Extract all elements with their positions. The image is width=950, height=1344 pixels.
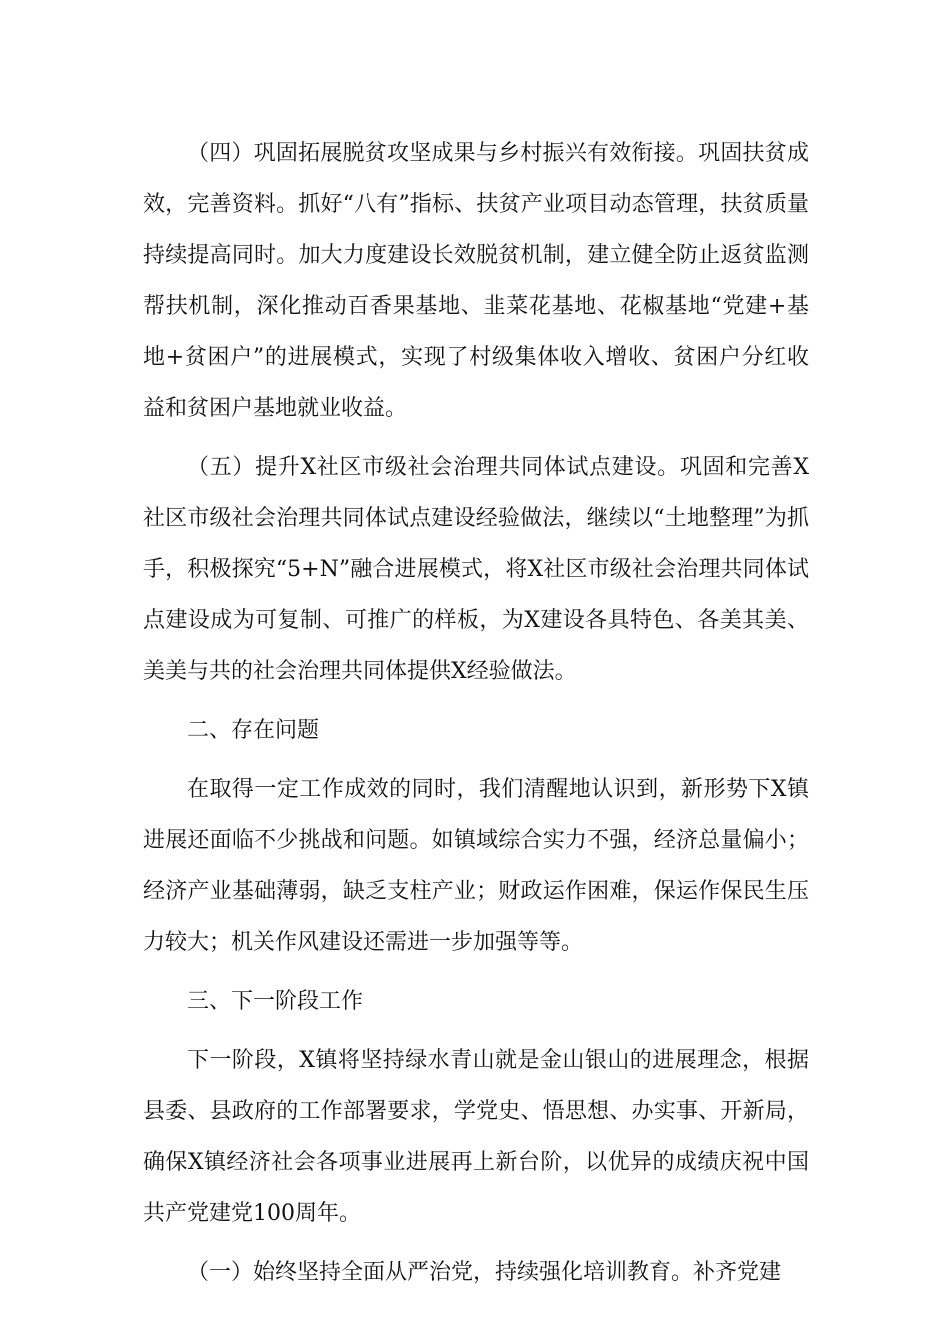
paragraph-party-discipline: （一）始终坚持全面从严治党，持续强化培训教育。补齐党建 [187,1260,782,1285]
section-heading-next-stage-work: 三、下一阶段工作 [187,989,364,1014]
section-heading-existing-problems: 二、存在问题 [187,718,320,743]
paragraph-existing-problems: 在取得一定工作成效的同时，我们清醒地认识到，新形势下X镇进展还面临不少挑战和问题。如镇域综合实力不强，经济总量偏小；经济产业基础薄弱，缺乏支柱产业；财政运作困难，保运作保民生压力较大；机关作风建设还需进一步加强等等。 [143,777,809,955]
paragraph-poverty-consolidation: （四）巩固拓展脱贫攻坚成果与乡村振兴有效衔接。巩固扶贫成效，完善资料。抓好“八有”指标、扶贫产业项目动态管理，扶贫质量持续提高同时。加大力度建设长效脱贫机制，建立健全防止返贫监测帮扶机制，深化推动百香果基地、韭菜花基地、花椒基地“党建+基地+贫困户”的进展模式，实现了村级集体收入增收、贫困户分红收益和贫困户基地就业收益。 [143,141,809,421]
document-body [143,128,809,1306]
paragraph-next-stage-overview: 下一阶段，X镇将坚持绿水青山就是金山银山的进展理念，根据县委、县政府的工作部署要求，学党史、悟思想、办实事、开新局，确保X镇经济社会各项事业进展再上新台阶，以优异的成绩庆祝中国共产党建党100周年。 [143,1048,809,1226]
paragraph-community-governance: （五）提升X社区市级社会治理共同体试点建设。巩固和完善X社区市级社会治理共同体试点建设经验做法，继续以“土地整理”为抓手，积极探究“5+N”融合进展模式，将X社区市级社会治理共同体试点建设成为可复制、可推广的样板，为X建设各具特色、各美其美、美美与共的社会治理共同体提供X经验做法。 [143,455,809,684]
